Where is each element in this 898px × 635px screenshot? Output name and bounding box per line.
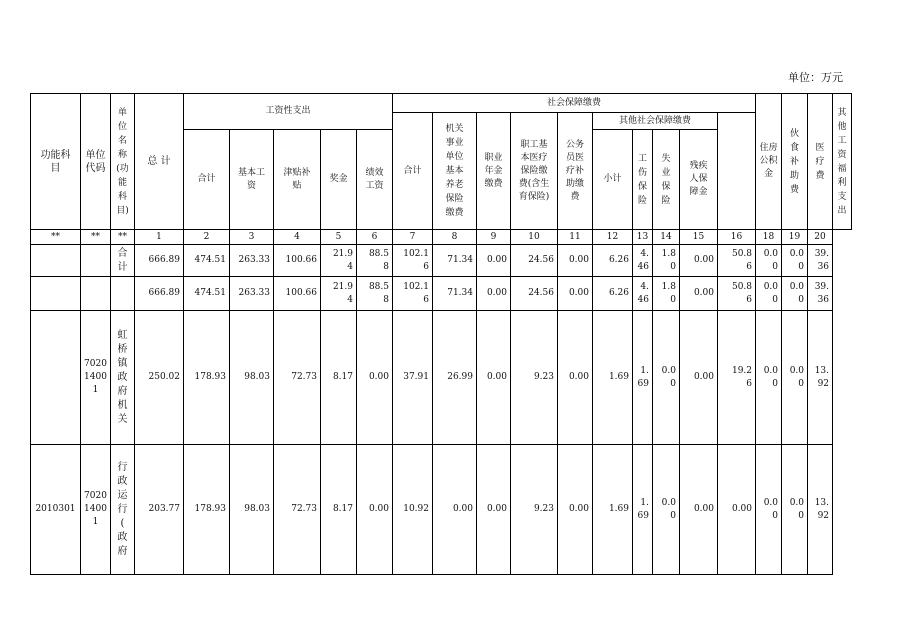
header-social-group: 社会保障缴费 bbox=[393, 94, 756, 113]
header-meal: 伙 食 补 助 费 bbox=[782, 94, 808, 230]
value-cell: 6.26 bbox=[593, 245, 633, 277]
value-cell: 0.00 bbox=[357, 445, 393, 575]
index-cell: 18 bbox=[756, 230, 782, 245]
header-wage-total: 合计 bbox=[184, 130, 230, 230]
header-housing: 住房 公积 金 bbox=[756, 94, 782, 230]
index-cell: 20 bbox=[808, 230, 833, 245]
value-cell: 0.00 bbox=[680, 277, 718, 311]
header-wage-group: 工资性支出 bbox=[184, 94, 393, 130]
unit-code-cell: 7020 1400 1 bbox=[81, 311, 111, 445]
index-cell: ** bbox=[111, 230, 135, 245]
value-cell: 50.8 6 bbox=[718, 277, 756, 311]
value-cell: 0.0 0 bbox=[756, 445, 782, 575]
value-cell: 0.00 bbox=[680, 245, 718, 277]
value-cell: 0.0 0 bbox=[756, 277, 782, 311]
header-medical-fee: 医 疗 费 bbox=[808, 94, 833, 230]
value-cell: 72.73 bbox=[274, 311, 321, 445]
value-cell: 666.89 bbox=[135, 245, 184, 277]
index-cell: 8 bbox=[433, 230, 477, 245]
index-cell: 12 bbox=[593, 230, 633, 245]
value-cell: 1.69 bbox=[593, 445, 633, 575]
value-cell: 203.77 bbox=[135, 445, 184, 575]
index-cell: 16 bbox=[718, 230, 756, 245]
value-cell: 24.56 bbox=[511, 245, 558, 277]
value-cell: 1.69 bbox=[593, 311, 633, 445]
value-cell: 8.17 bbox=[321, 445, 357, 575]
value-cell: 50.8 6 bbox=[718, 245, 756, 277]
value-cell: 98.03 bbox=[230, 445, 274, 575]
index-cell: 10 bbox=[511, 230, 558, 245]
value-cell: 0.0 0 bbox=[653, 445, 680, 575]
header-injury: 工 伤 保 险 bbox=[633, 130, 653, 230]
value-cell: 1.8 0 bbox=[653, 245, 680, 277]
value-cell: 4. 46 bbox=[633, 277, 653, 311]
index-cell: 5 bbox=[321, 230, 357, 245]
index-cell: 15 bbox=[680, 230, 718, 245]
unit-code-cell bbox=[81, 245, 111, 277]
unit-code-cell: 7020 1400 1 bbox=[81, 445, 111, 575]
index-cell: 3 bbox=[230, 230, 274, 245]
value-cell: 26.99 bbox=[433, 311, 477, 445]
value-cell: 0.0 0 bbox=[653, 311, 680, 445]
value-cell: 6.26 bbox=[593, 277, 633, 311]
index-cell: 4 bbox=[274, 230, 321, 245]
value-cell: 0.0 0 bbox=[756, 245, 782, 277]
header-other-welfare: 其 他 工 资 福 利 支 出 bbox=[833, 94, 852, 230]
value-cell: 250.02 bbox=[135, 311, 184, 445]
header-allowance: 津贴补 贴 bbox=[274, 130, 321, 230]
index-cell: 6 bbox=[357, 230, 393, 245]
value-cell: 0.00 bbox=[477, 277, 511, 311]
budget-table bbox=[30, 93, 852, 575]
value-cell: 9.23 bbox=[511, 445, 558, 575]
value-cell: 0.0 0 bbox=[782, 245, 808, 277]
func-subject-cell bbox=[31, 277, 81, 311]
header-medical: 职工基 本医疗 保险缴 费(含生 育保险) bbox=[511, 113, 558, 230]
value-cell: 39. 36 bbox=[808, 245, 833, 277]
value-cell: 0.00 bbox=[558, 245, 593, 277]
value-cell: 0.00 bbox=[718, 445, 756, 575]
value-cell: 88.5 8 bbox=[357, 245, 393, 277]
value-cell: 71.34 bbox=[433, 277, 477, 311]
header-annuity: 职业 年金 缴费 bbox=[477, 113, 511, 230]
value-cell: 9.23 bbox=[511, 311, 558, 445]
value-cell: 39. 36 bbox=[808, 277, 833, 311]
unit-name-cell bbox=[111, 277, 135, 311]
value-cell: 474.51 bbox=[184, 245, 230, 277]
value-cell: 263.33 bbox=[230, 277, 274, 311]
value-cell: 0.00 bbox=[680, 445, 718, 575]
value-cell: 88.5 8 bbox=[357, 277, 393, 311]
value-cell: 0.00 bbox=[558, 445, 593, 575]
func-subject-cell bbox=[31, 245, 81, 277]
value-cell: 102.1 6 bbox=[393, 277, 433, 311]
index-cell: 14 bbox=[653, 230, 680, 245]
value-cell: 0.0 0 bbox=[782, 311, 808, 445]
value-cell: 98.03 bbox=[230, 311, 274, 445]
header-social-total: 合计 bbox=[393, 113, 433, 230]
value-cell: 72.73 bbox=[274, 445, 321, 575]
index-cell: 2 bbox=[184, 230, 230, 245]
value-cell: 0.00 bbox=[477, 445, 511, 575]
value-cell: 263.33 bbox=[230, 245, 274, 277]
header-perf-wage: 绩效 工资 bbox=[357, 130, 393, 230]
header-unit-code: 单位 代码 bbox=[81, 94, 111, 230]
header-total: 总 计 bbox=[135, 94, 184, 230]
index-cell: 13 bbox=[633, 230, 653, 245]
header-bonus: 奖金 bbox=[321, 130, 357, 230]
header-unemployment: 失 业 保 险 bbox=[653, 130, 680, 230]
header-civil-medical: 公务 员医 疗补 助缴 费 bbox=[558, 113, 593, 230]
value-cell: 24.56 bbox=[511, 277, 558, 311]
value-cell: 102.1 6 bbox=[393, 245, 433, 277]
value-cell: 13. 92 bbox=[808, 311, 833, 445]
value-cell: 0.00 bbox=[433, 445, 477, 575]
func-subject-cell bbox=[31, 311, 81, 445]
value-cell: 100.66 bbox=[274, 245, 321, 277]
index-row bbox=[31, 230, 852, 245]
value-cell: 178.93 bbox=[184, 311, 230, 445]
unit-label: 单位：万元 bbox=[788, 71, 843, 84]
value-cell: 10.92 bbox=[393, 445, 433, 575]
value-cell: 0.00 bbox=[680, 311, 718, 445]
header-unit-name: 单 位 名 称 (功 能 科 目) bbox=[111, 94, 135, 230]
index-cell: 1 bbox=[135, 230, 184, 245]
value-cell: 100.66 bbox=[274, 277, 321, 311]
index-cell: 11 bbox=[558, 230, 593, 245]
value-cell: 0.00 bbox=[558, 311, 593, 445]
value-cell: 0.00 bbox=[558, 277, 593, 311]
table-row bbox=[31, 311, 852, 445]
index-cell: ** bbox=[81, 230, 111, 245]
value-cell: 13. 92 bbox=[808, 445, 833, 575]
value-cell: 21.9 4 bbox=[321, 245, 357, 277]
value-cell: 19.2 6 bbox=[718, 311, 756, 445]
table-row bbox=[31, 445, 852, 575]
index-cell: ** bbox=[31, 230, 81, 245]
value-cell: 71.34 bbox=[433, 245, 477, 277]
value-cell: 0.00 bbox=[357, 311, 393, 445]
header-pension: 机关 事业 单位 基本 养老 保险 缴费 bbox=[433, 113, 477, 230]
value-cell: 178.93 bbox=[184, 445, 230, 575]
unit-name-cell: 虹 桥 镇 政 府 机 关 bbox=[111, 311, 135, 445]
value-cell: 1.8 0 bbox=[653, 277, 680, 311]
header-func-subject: 功能科 目 bbox=[31, 94, 81, 230]
value-cell: 0.0 0 bbox=[782, 277, 808, 311]
index-cell: 7 bbox=[393, 230, 433, 245]
func-subject-cell: 2010301 bbox=[31, 445, 81, 575]
unit-name-cell: 合 计 bbox=[111, 245, 135, 277]
header-other-social-group: 其他社会保障缴费 bbox=[593, 113, 718, 130]
index-cell: 19 bbox=[782, 230, 808, 245]
value-cell: 474.51 bbox=[184, 277, 230, 311]
value-cell: 0.0 0 bbox=[782, 445, 808, 575]
header-basic-wage: 基本工 资 bbox=[230, 130, 274, 230]
value-cell: 0.0 0 bbox=[756, 311, 782, 445]
unit-name-cell: 行 政 运 行 ( 政 府 bbox=[111, 445, 135, 575]
table-row bbox=[31, 277, 852, 311]
value-cell: 21.9 4 bbox=[321, 277, 357, 311]
value-cell: 8.17 bbox=[321, 311, 357, 445]
value-cell: 1. 69 bbox=[633, 445, 653, 575]
header-disabled: 残疾 人保 障金 bbox=[680, 130, 718, 230]
value-cell: 666.89 bbox=[135, 277, 184, 311]
index-cell: 9 bbox=[477, 230, 511, 245]
table-row bbox=[31, 245, 852, 277]
value-cell: 37.91 bbox=[393, 311, 433, 445]
value-cell: 0.00 bbox=[477, 311, 511, 445]
value-cell: 0.00 bbox=[477, 245, 511, 277]
value-cell: 4. 46 bbox=[633, 245, 653, 277]
value-cell: 1. 69 bbox=[633, 311, 653, 445]
header-subtotal: 小计 bbox=[593, 130, 633, 230]
unit-code-cell bbox=[81, 277, 111, 311]
